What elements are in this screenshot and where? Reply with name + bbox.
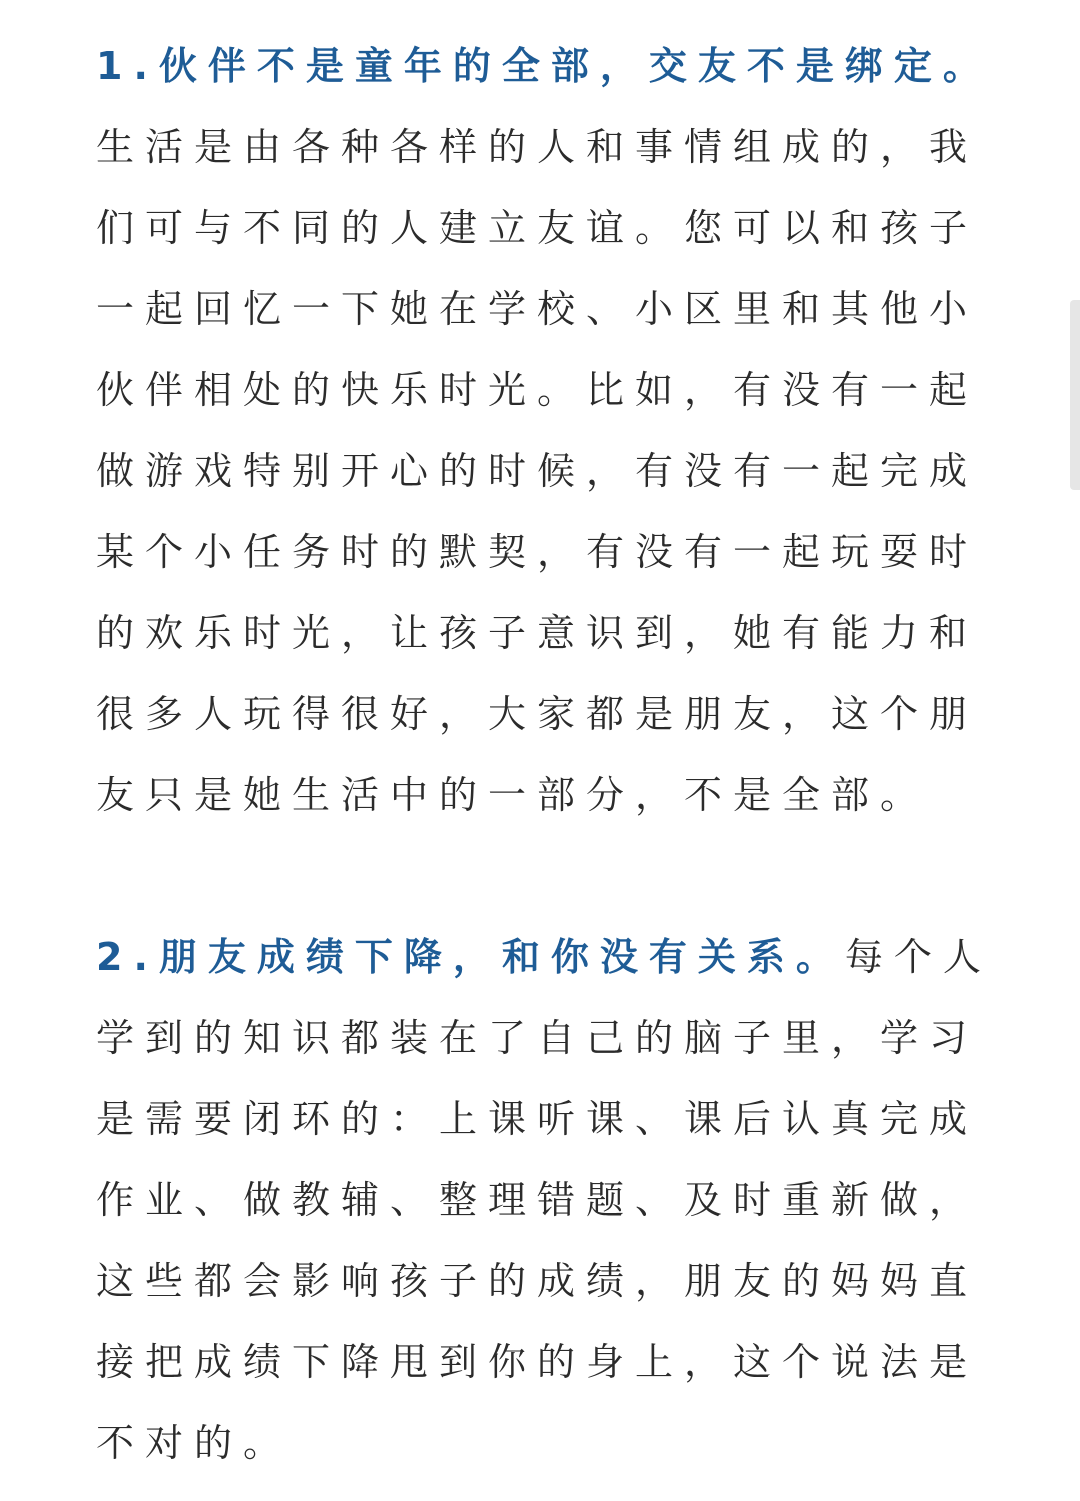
section-2 [96, 917, 996, 1484]
section-1-body: 生活是由各种各样的人和事情组成的，我们可与不同的人建立友谊。您可以和孩子一起回忆一下她在学校、小区里和其他小伙伴相处的快乐时光。比如，有没有一起做游戏特别开心的时候，有没有一起完成某个小任务时的默契，有没有一起玩耍时的欢乐时光，让孩子意识到，她有能力和很多人玩得很好，大家都是朋友，这个朋友只是她生活中的一部分，不是全部。 [96, 125, 979, 817]
section-2-heading-text: 2.朋友成绩下降，和你没有关系。 [96, 935, 845, 979]
section-1-heading [96, 26, 996, 107]
section-spacer [96, 836, 996, 917]
section-1-heading-text: 1.伙伴不是童年的全部，交友不是绑定。 [96, 44, 992, 88]
section-1 [96, 26, 996, 836]
section-2-paragraph [96, 917, 996, 1484]
scrollbar-thumb[interactable] [1070, 300, 1080, 490]
section-2-body: 每个人学到的知识都装在了自己的脑子里，学习是需要闭环的：上课听课、课后认真完成作业、做教辅、整理错题、及时重新做，这些都会影响孩子的成绩，朋友的妈妈直接把成绩下降甩到你的身上，这个说法是不对的。 [96, 935, 992, 1465]
